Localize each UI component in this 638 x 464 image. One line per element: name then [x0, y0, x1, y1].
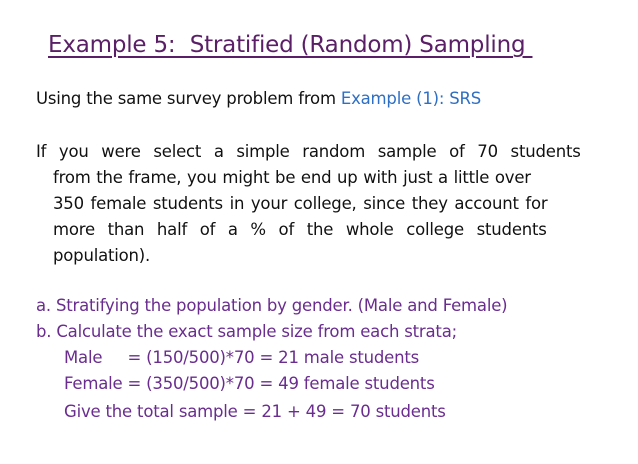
- intro-line: [36, 89, 481, 108]
- paragraph-line-2: from the frame, you might be end up with just a little over: [53, 168, 531, 187]
- paragraph-line-5: population).: [53, 246, 151, 265]
- slide-title: Example 5: Stratified (Random) Sampling: [48, 32, 533, 58]
- total-sample: Give the total sample = 21 + 49 = 70 students: [64, 402, 446, 421]
- step-a: a. Stratifying the population by gender. (Male and Female): [36, 296, 508, 315]
- paragraph-line-3: 350 female students in your college, since they account for: [53, 194, 548, 213]
- intro-text: Using the same survey problem from: [36, 89, 341, 108]
- example-reference-link: Example (1): SRS: [340, 89, 482, 108]
- male-calculation: Male = (150/500)*70 = 21 male students: [64, 348, 420, 367]
- step-b: b. Calculate the exact sample size from each strata;: [36, 322, 457, 341]
- paragraph-line-4: more than half of a % of the whole college students: [53, 220, 547, 239]
- female-calculation: Female = (350/500)*70 = 49 female students: [64, 374, 435, 393]
- paragraph-line-1: If you were select a simple random sample of 70 students: [36, 142, 581, 161]
